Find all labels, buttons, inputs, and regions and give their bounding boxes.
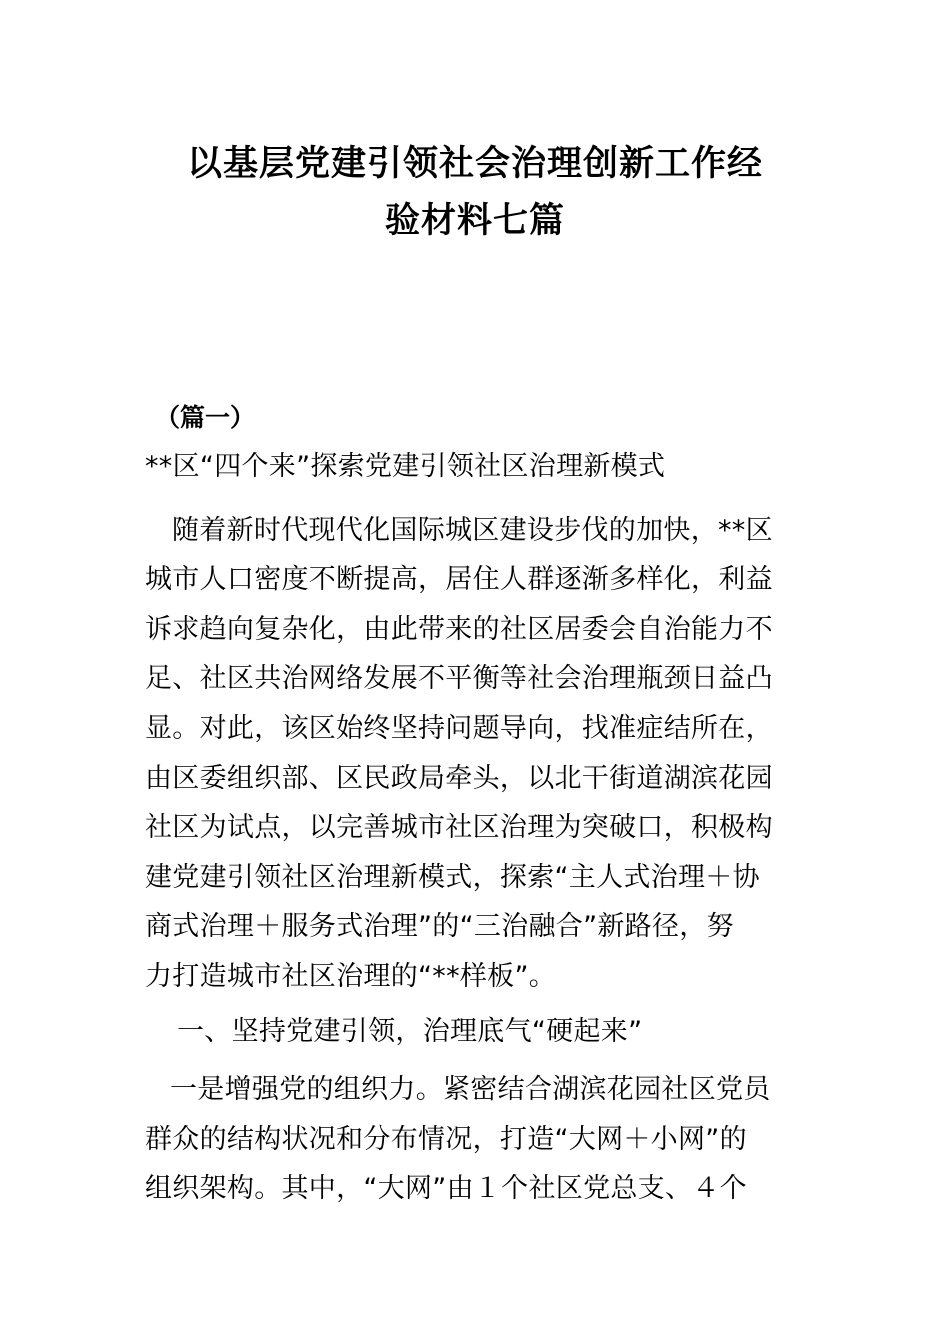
paragraph1-line: 力打造城市社区治理的“**样板”。 — [145, 961, 557, 992]
article-title: **区“四个来”探索党建引领社区治理新模式 — [145, 451, 666, 482]
section-heading: 一、坚持党建引领，治理底气“硬起来” — [177, 1016, 643, 1047]
title-line-1: 以基层党建引领社会治理创新工作经 — [186, 144, 763, 184]
paragraph2-line: 一是增强党的组织力。紧密结合湖滨花园社区党员 — [170, 1074, 771, 1105]
paragraph1-line: 商式治理＋服务式治理”的“三治融合”新路径，努 — [145, 911, 734, 942]
paragraph1-line: 足、社区共治网络发展不平衡等社会治理瓶颈日益凸 — [145, 663, 773, 694]
paragraph2-line: 群众的结构状况和分布情况，打造“大网＋小网”的 — [145, 1124, 747, 1155]
document-title — [145, 136, 805, 250]
paragraph1-line: 社区为试点，以完善城市社区治理为突破口，积极构 — [145, 812, 773, 843]
paragraph1-line: 由区委组织部、区民政局牵头，以北干街道湖滨花园 — [145, 763, 773, 794]
title-line-2: 验材料七篇 — [384, 201, 565, 241]
paragraph1-line: 诉求趋向复杂化，由此带来的社区居委会自治能力不 — [145, 614, 773, 645]
paragraph1-line: 随着新时代现代化国际城区建设步伐的加快，**区 — [172, 515, 773, 546]
section-label: （篇一） — [155, 403, 256, 432]
paragraph1-line: 城市人口密度不断提高，居住人群逐渐多样化，利益 — [145, 564, 773, 595]
paragraph1-line: 显。对此，该区始终坚持问题导向，找准症结所在， — [145, 713, 773, 744]
paragraph1-line: 建党建引领社区治理新模式，探索“主人式治理＋协 — [145, 862, 760, 893]
paragraph2-line: 组织架构。其中，“大网”由１个社区党总支、４个 — [145, 1173, 747, 1204]
